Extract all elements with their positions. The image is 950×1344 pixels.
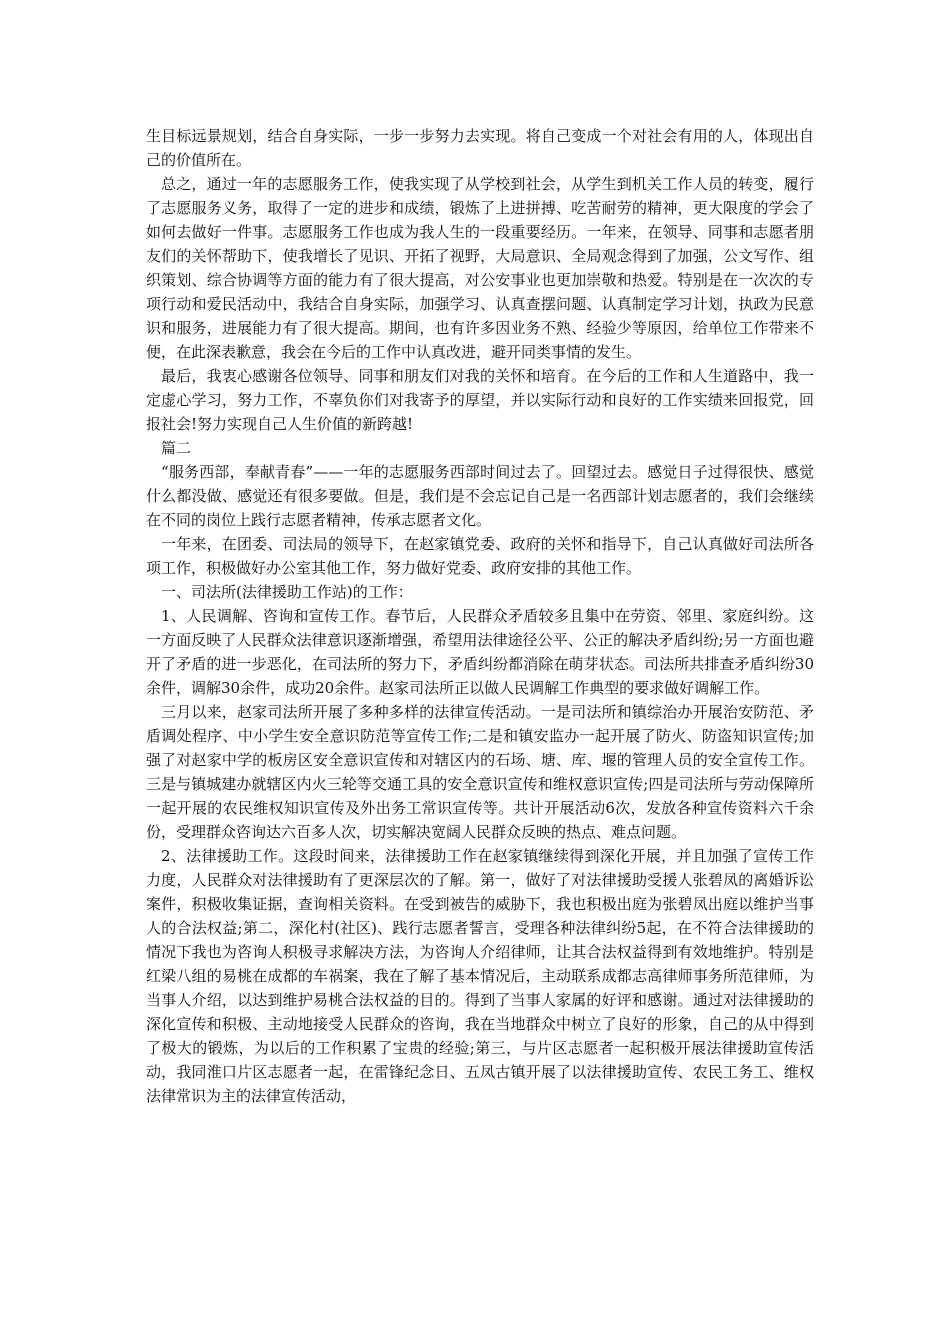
- paragraph-6: 一年来，在团委、司法局的领导下，在赵家镇党委、政府的关怀和指导下，自己认真做好司法所各项工作，积极做好办公室其他工作，努力做好党委、政府安排的其他工作。: [146, 535, 814, 577]
- paragraph-1: 生目标远景规划，结合自身实际，一步一步努力去实现。将自己变成一个对社会有用的人，体现出自己的价值所在。: [146, 127, 814, 169]
- paragraph-2: 总之，通过一年的志愿服务工作，使我实现了从学校到社会，从学生到机关工作人员的转变，履行了志愿服务义务，取得了一定的进步和成绩，锻炼了上进拼搏、吃苦耐劳的精神，更大限度的学会了如何去做好一件事。志愿服务工作也成为我人生的一段重要经历。一年来，在领导、同事和志愿者朋友们的关怀帮助下，使我增长了见识、开拓了视野，大局意识、全局观念得到了加强，公文写作、组织策划、综合协调等方面的能力有了很大提高，对公安事业也更加崇敬和热爱。特别是在一次次的专项行动和爱民活动中，我结合自身实际，加强学习、认真查摆问题、认真制定学习计划，执政为民意识和服务，进展能力有了很大提高。期间，也有许多因业务不熟、经验少等原因，给单位工作带来不便，在此深表歉意，我会在今后的工作中认真改进，避开同类事情的发生。: [146, 175, 814, 361]
- paragraph-10: 2、法律援助工作。这段时间来，法律援助工作在赵家镇继续得到深化开展，并且加强了宣传工作力度，人民群众对法律援助有了更深层次的了解。第一，做好了对法律援助受援人张碧凤的离婚诉讼案件，积极收集证据，查询相关资料。在受到被告的威胁下，我也积极出庭为张碧凤出庭以维护当事人的合法权益;第二，深化村(社区)、践行志愿者誓言，受理各种法律纠纷5起，在不符合法律援助的情况下我也为咨询人积极寻求解决方法，为咨询人介绍律师，让其合法权益得到有效地维护。特别是红梁八组的易桃在成都的车祸案，我在了解了基本情况后，主动联系成都志高律师事务所范律师，为当事人介绍，以达到维护易桃合法权益的目的。得到了当事人家属的好评和感谢。通过对法律援助的深化宣传和积极、主动地接受人民群众的咨询，我在当地群众中树立了良好的形象，自己的从中得到了极大的锻炼，为以后的工作积累了宝贵的经验;第三，与片区志愿者一起积极开展法律援助宣传活动，我同淮口片区志愿者一起，在雷锋纪念日、五凤古镇开展了以法律援助宣传、农民工务工、维权法律常识为主的法律宣传活动，: [146, 847, 814, 1105]
- section-heading: 篇二: [161, 439, 192, 457]
- paragraph-3: 最后，我衷心感谢各位领导、同事和朋友们对我的关怀和培育。在今后的工作和人生道路中，我一定虚心学习，努力工作，不辜负你们对我寄予的厚望，并以实际行动和良好的工作实绩来回报党，回报社会!努力实现自己人生价值的新跨越!: [146, 367, 814, 433]
- paragraph-9: 三月以来，赵家司法所开展了多种多样的法律宣传活动。一是司法所和镇综治办开展治安防范、矛盾调处程序、中小学生安全意识防范等宣传工作;二是和镇安监办一起开展了防火、防盗知识宣传;加强了对赵家中学的板房区安全意识宣传和对辖区内的石场、塘、库、堰的管理人员的安全宣传工作。三是与镇城建办就辖区内火三轮等交通工具的安全意识宣传和维权意识宣传;四是司法所与劳动保障所一起开展的农民维权知识宣传及外出务工常识宣传等。共计开展活动6次，发放各种宣传资料六千余份，受理群众咨询达六百多人次，切实解决宽阔人民群众反映的热点、难点问题。: [146, 703, 814, 841]
- paragraph-8: 1、人民调解、咨询和宣传工作。春节后，人民群众矛盾较多且集中在劳资、邻里、家庭纠纷。这一方面反映了人民群众法律意识逐渐增强，希望用法律途径公平、公正的解决矛盾纠纷;另一方面也避开了矛盾的进一步恶化，在司法所的努力下，矛盾纠纷都消除在萌芽状态。司法所共排查矛盾纠纷30余件，调解30余件，成功20余件。赵家司法所正以做人民调解工作典型的要求做好调解工作。: [146, 607, 814, 697]
- document-page: [146, 124, 814, 1108]
- paragraph-5: “服务西部，奉献青春”——一年的志愿服务西部时间过去了。回望过去。感觉日子过得很快、感觉什么都没做、感觉还有很多要做。但是，我们是不会忘记自己是一名西部计划志愿者的，我们会继续在不同的岗位上践行志愿者精神，传承志愿者文化。: [146, 463, 814, 529]
- subsection-heading: 一、司法所(法律援助工作站)的工作：: [161, 583, 413, 601]
